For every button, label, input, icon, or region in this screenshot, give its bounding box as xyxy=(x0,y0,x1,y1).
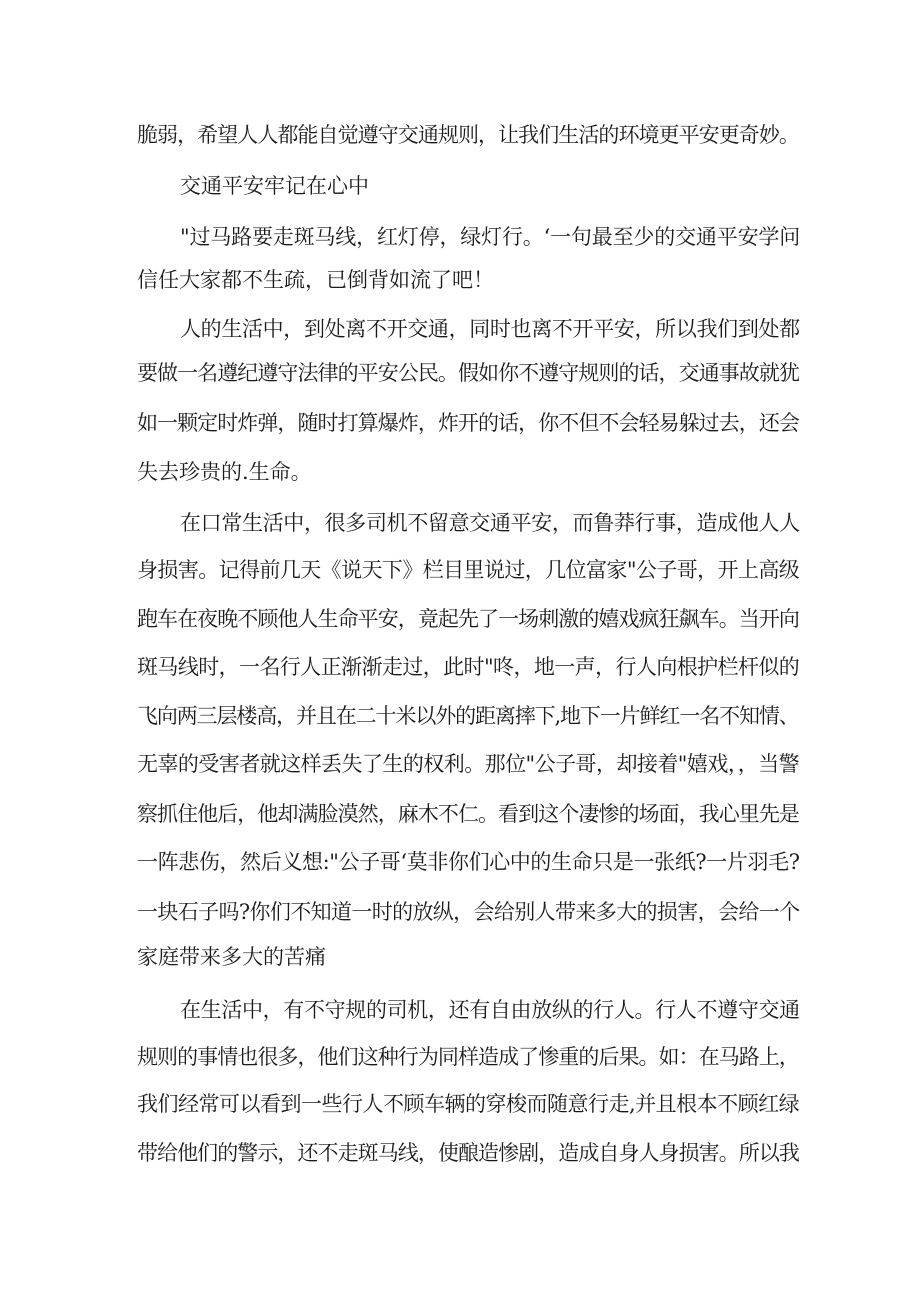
text-line: 要做一名遵纪遵守法律的平安公民。假如你不遵守规则的话，交通事故就犹 xyxy=(137,361,799,385)
text-line: 斑马线时，一名行人正渐渐走过，此时"咚，地一声，行人向根护栏杆似的 xyxy=(137,655,800,679)
text-line: 一块石子吗?你们不知道一时的放纵，会给别人带来多大的损害，会给一个 xyxy=(137,900,800,924)
text-line: 带给他们的警示，还不走斑马线，使酿造惨剧，造成自身人身损害。所以我 xyxy=(137,1141,799,1165)
text-line: 信任大家都不生疏，已倒背如流了吧！ xyxy=(137,268,494,292)
text-line: 脆弱，希望人人都能自觉遵守交通规则，让我们生活的环境更平安更奇妙。 xyxy=(137,123,799,147)
text-line: 规则的事情也很多，他们这种行为同样造成了惨重的后果。如：在马路上， xyxy=(137,1045,799,1069)
text-line: 家庭带来多大的苦痛 xyxy=(137,945,326,969)
text-line: 跑车在夜晚不顾他人生命平安，竟起先了一场刺激的嬉戏疯狂飙车。当开向 xyxy=(137,607,799,631)
section-heading: 交通平安牢记在心中 xyxy=(180,174,369,198)
text-line: 人的生活中，到处离不开交通，同时也离不开平安，所以我们到处都 xyxy=(180,317,800,341)
text-line: 身损害。记得前几天《说天下》栏目里说过，几位富家"公子哥，开上高级 xyxy=(137,558,800,582)
text-line: 一阵悲伤，然后义想:"公子哥‘莫非你们心中的生命只是一张纸?一片羽毛? xyxy=(137,850,800,874)
text-line: 无辜的受害者就这样丢失了生的权利。那位"公子哥，却接着"嬉戏，，当警 xyxy=(137,752,800,776)
text-line: 在生活中，有不守规的司机，还有自由放纵的行人。行人不遵守交通 xyxy=(180,998,800,1022)
text-line: 察抓住他后，他却满脸漠然，麻木不仁。看到这个凄惨的场面，我心里先是 xyxy=(137,802,799,826)
text-line: 如一颗定时炸弹，随时打算爆炸，炸开的话，你不但不会轻易躲过去，还会 xyxy=(137,411,799,435)
text-line: "过马路要走斑马线，红灯停，绿灯行。‘一句最至少的交通平安学问 xyxy=(180,225,801,249)
text-line: 飞向两三层楼高，并且在二十米以外的距离摔下,地下一片鲜红一名不知情、 xyxy=(137,704,799,728)
text-line: 我们经常可以看到一些行人不顾车辆的穿梭而随意行走,并且根本不顾红绿 xyxy=(137,1092,800,1116)
text-line: 在口常生活中，很多司机不留意交通平安，而鲁莽行事，造成他人人 xyxy=(180,511,800,535)
text-line: 失去珍贵的.生命。 xyxy=(137,460,312,484)
